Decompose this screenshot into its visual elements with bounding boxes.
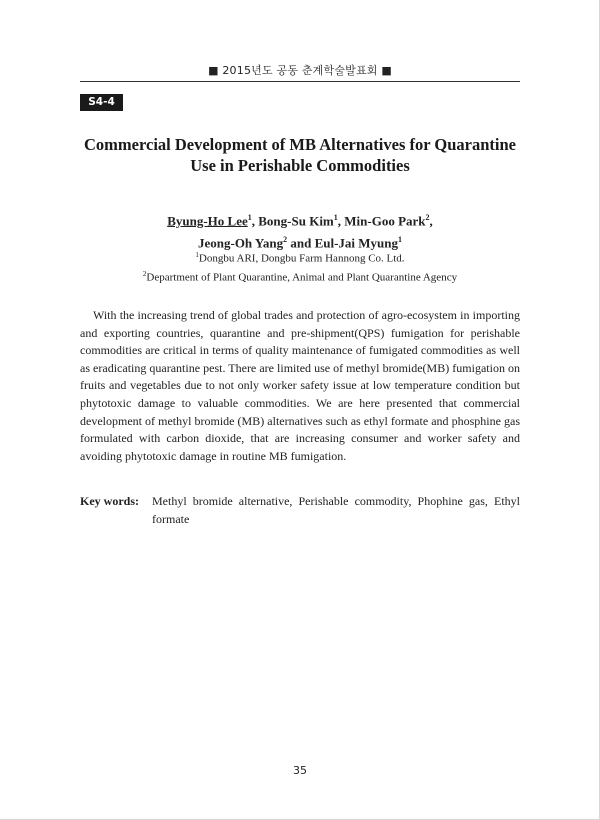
keywords-text: Methyl bromide alternative, Perishable commodity, Phophine gas, Ethyl formate: [152, 494, 520, 526]
title-line-1: Commercial Development of MB Alternatives for Quarantine: [84, 135, 516, 154]
affiliation-text: Department of Plant Quarantine, Animal and Plant Quarantine Agency: [146, 271, 458, 284]
conference-header: ■ 2015년도 공동 춘계학술발표회 ■: [208, 64, 392, 77]
author-separator: ,: [251, 213, 259, 229]
author-separator: ,: [429, 213, 433, 229]
keywords-label: Key words:: [80, 494, 139, 508]
affiliation-text: Dongbu ARI, Dongbu Farm Hannong Co. Ltd.: [198, 252, 405, 265]
author-line-1: [70, 208, 530, 230]
affiliation-item: [70, 267, 530, 286]
keywords-block: [80, 493, 520, 528]
affiliation-mark: 2: [142, 269, 147, 278]
author-separator: and: [287, 235, 315, 251]
author-affil-mark: 2: [283, 235, 288, 245]
session-badge: S4-4: [80, 94, 123, 111]
abstract-paragraph: With the increasing trend of global trades and protection of agro-ecosystem in importing and exporting countries, quarantine and pre-shipment(QPS) fumigation for perishable commodities are critical in terms of quality maintenance of fumigated commodities as well as eradicating quarantine pest. There are limited use of methyl bromide(MB) fumigation on fruits and vegetables due to not only worker safety issue at low temperature condition but phytotoxic damage to valuable commodities. We are here presented that commercial development of methyl bromide (MB) alternatives such as ethyl formate and phosphine gas formulated with carbon dioxide, that are increasing consumer and worker safety and avoiding phytotoxic damage in routine MB fumigation.: [80, 308, 520, 463]
affiliation-list: [70, 248, 530, 285]
author-affil-mark: 1: [398, 235, 403, 245]
author-list: [70, 208, 530, 253]
author-affil-mark: 1: [247, 213, 252, 222]
author-separator: ,: [337, 213, 345, 229]
author-name: Min-Goo Park: [344, 213, 426, 229]
author-name: Byung-Ho Lee: [167, 213, 248, 229]
page-number: 35: [293, 764, 307, 777]
author-affil-mark: 2: [425, 213, 430, 222]
author-name: Eul-Jai Myung: [314, 235, 399, 251]
paper-title: [70, 134, 530, 176]
header-rule: [80, 81, 520, 82]
author-name: Bong-Su Kim: [258, 213, 334, 229]
affiliation-mark: 1: [195, 251, 199, 259]
author-name: Jeong-Oh Yang: [197, 235, 284, 251]
title-line-2: Use in Perishable Commodities: [190, 156, 410, 175]
author-affil-mark: 1: [333, 213, 338, 222]
affiliation-item: [70, 248, 530, 267]
